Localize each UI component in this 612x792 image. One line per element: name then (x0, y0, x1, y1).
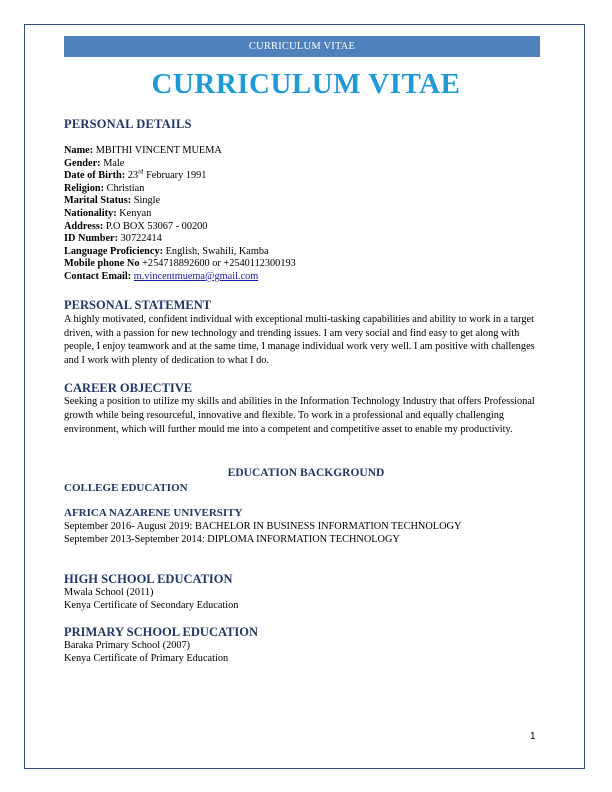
id-value: 30722414 (120, 233, 162, 245)
language-label: Language Proficiency: (64, 245, 164, 257)
college-entry: September 2013-September 2014: DIPLOMA INFORMATION TECHNOLOGY (64, 534, 400, 545)
mobile-label: Mobile phone No (64, 258, 140, 270)
career-objective-heading: CAREER OBJECTIVE (64, 381, 193, 395)
page-title: CURRICULUM VITAE (151, 68, 461, 100)
id-row (64, 233, 296, 246)
religion-value: Christian (106, 182, 145, 194)
name-label: Name: (64, 145, 94, 156)
career-objective-text: Seeking a position to utilize my skills and abilities in the Information Technology Industry that offers Professional growth while being resourceful, innovative and flexible. To work in a professional and equally challenging environment, which will further mould me into a competent and competitive asset to enable my productivity. (64, 396, 535, 436)
primary-school-name: Baraka Primary School (2007) (64, 640, 191, 651)
mobile-row (64, 258, 296, 271)
address-label: Address: (64, 220, 104, 232)
address-row (64, 221, 296, 234)
college-entry: September 2016- August 2019: BACHELOR IN BUSINESS INFORMATION TECHNOLOGY (64, 521, 462, 532)
high-school-name: Mwala School (2011) (64, 587, 154, 598)
header-bar-text: CURRICULUM VITAE (248, 41, 356, 52)
nationality-row (64, 208, 296, 221)
language-value: English, Swahili, Kamba (165, 245, 269, 257)
mobile-value: +254718892600 or +2540112300193 (142, 258, 296, 270)
college-education-heading: COLLEGE EDUCATION (64, 482, 188, 494)
religion-label: Religion: (64, 182, 105, 194)
email-row (64, 271, 296, 284)
nationality-value: Kenyan (119, 207, 152, 219)
dob-suffix: rd (138, 168, 144, 176)
dob-rest: February 1991 (146, 170, 207, 182)
dob-day: 23 (127, 170, 139, 182)
personal-statement-heading: PERSONAL STATEMENT (64, 298, 212, 312)
education-heading: EDUCATION BACKGROUND (227, 467, 385, 479)
address-value: P.O BOX 53067 - 00200 (105, 220, 208, 232)
name-row (64, 145, 296, 158)
email-label: Contact Email: (64, 270, 132, 282)
marital-value: Single (133, 195, 161, 207)
high-school-heading: HIGH SCHOOL EDUCATION (64, 572, 233, 586)
high-school-cert: Kenya Certificate of Secondary Education (64, 600, 239, 611)
gender-row (64, 158, 296, 171)
primary-school-heading: PRIMARY SCHOOL EDUCATION (64, 625, 259, 639)
marital-row (64, 195, 296, 208)
marital-label: Marital Status: (64, 195, 132, 207)
page-number: 1 (530, 731, 536, 742)
primary-school-cert: Kenya Certificate of Primary Education (64, 653, 229, 664)
dob-label: Date of Birth: (64, 170, 126, 182)
dob-row (64, 170, 296, 183)
personal-details-heading: PERSONAL DETAILS (64, 117, 192, 131)
gender-value: Male (103, 157, 125, 169)
id-label: ID Number: (64, 233, 119, 245)
personal-details-list (64, 145, 296, 284)
email-link[interactable]: m.vincentmuema@gmail.com (133, 270, 259, 282)
university-name: AFRICA NAZARENE UNIVERSITY (64, 507, 243, 519)
nationality-label: Nationality: (64, 207, 117, 219)
religion-row (64, 183, 296, 196)
name-value: MBITHI VINCENT MUEMA (95, 145, 222, 156)
gender-label: Gender: (64, 157, 101, 169)
header-bar (64, 36, 540, 57)
personal-statement-text: A highly motivated, confident individual with exceptional multi-tasking capabilities and ability to work in a target driven, with a passion for new technology and trending issues. I am very social and find easy to get along with people, I enjoy teamwork and at the same time, I manage individual work very well. I am positive with challenges and I work with plenty of dedication to what I do. (64, 314, 535, 366)
language-row (64, 246, 296, 259)
